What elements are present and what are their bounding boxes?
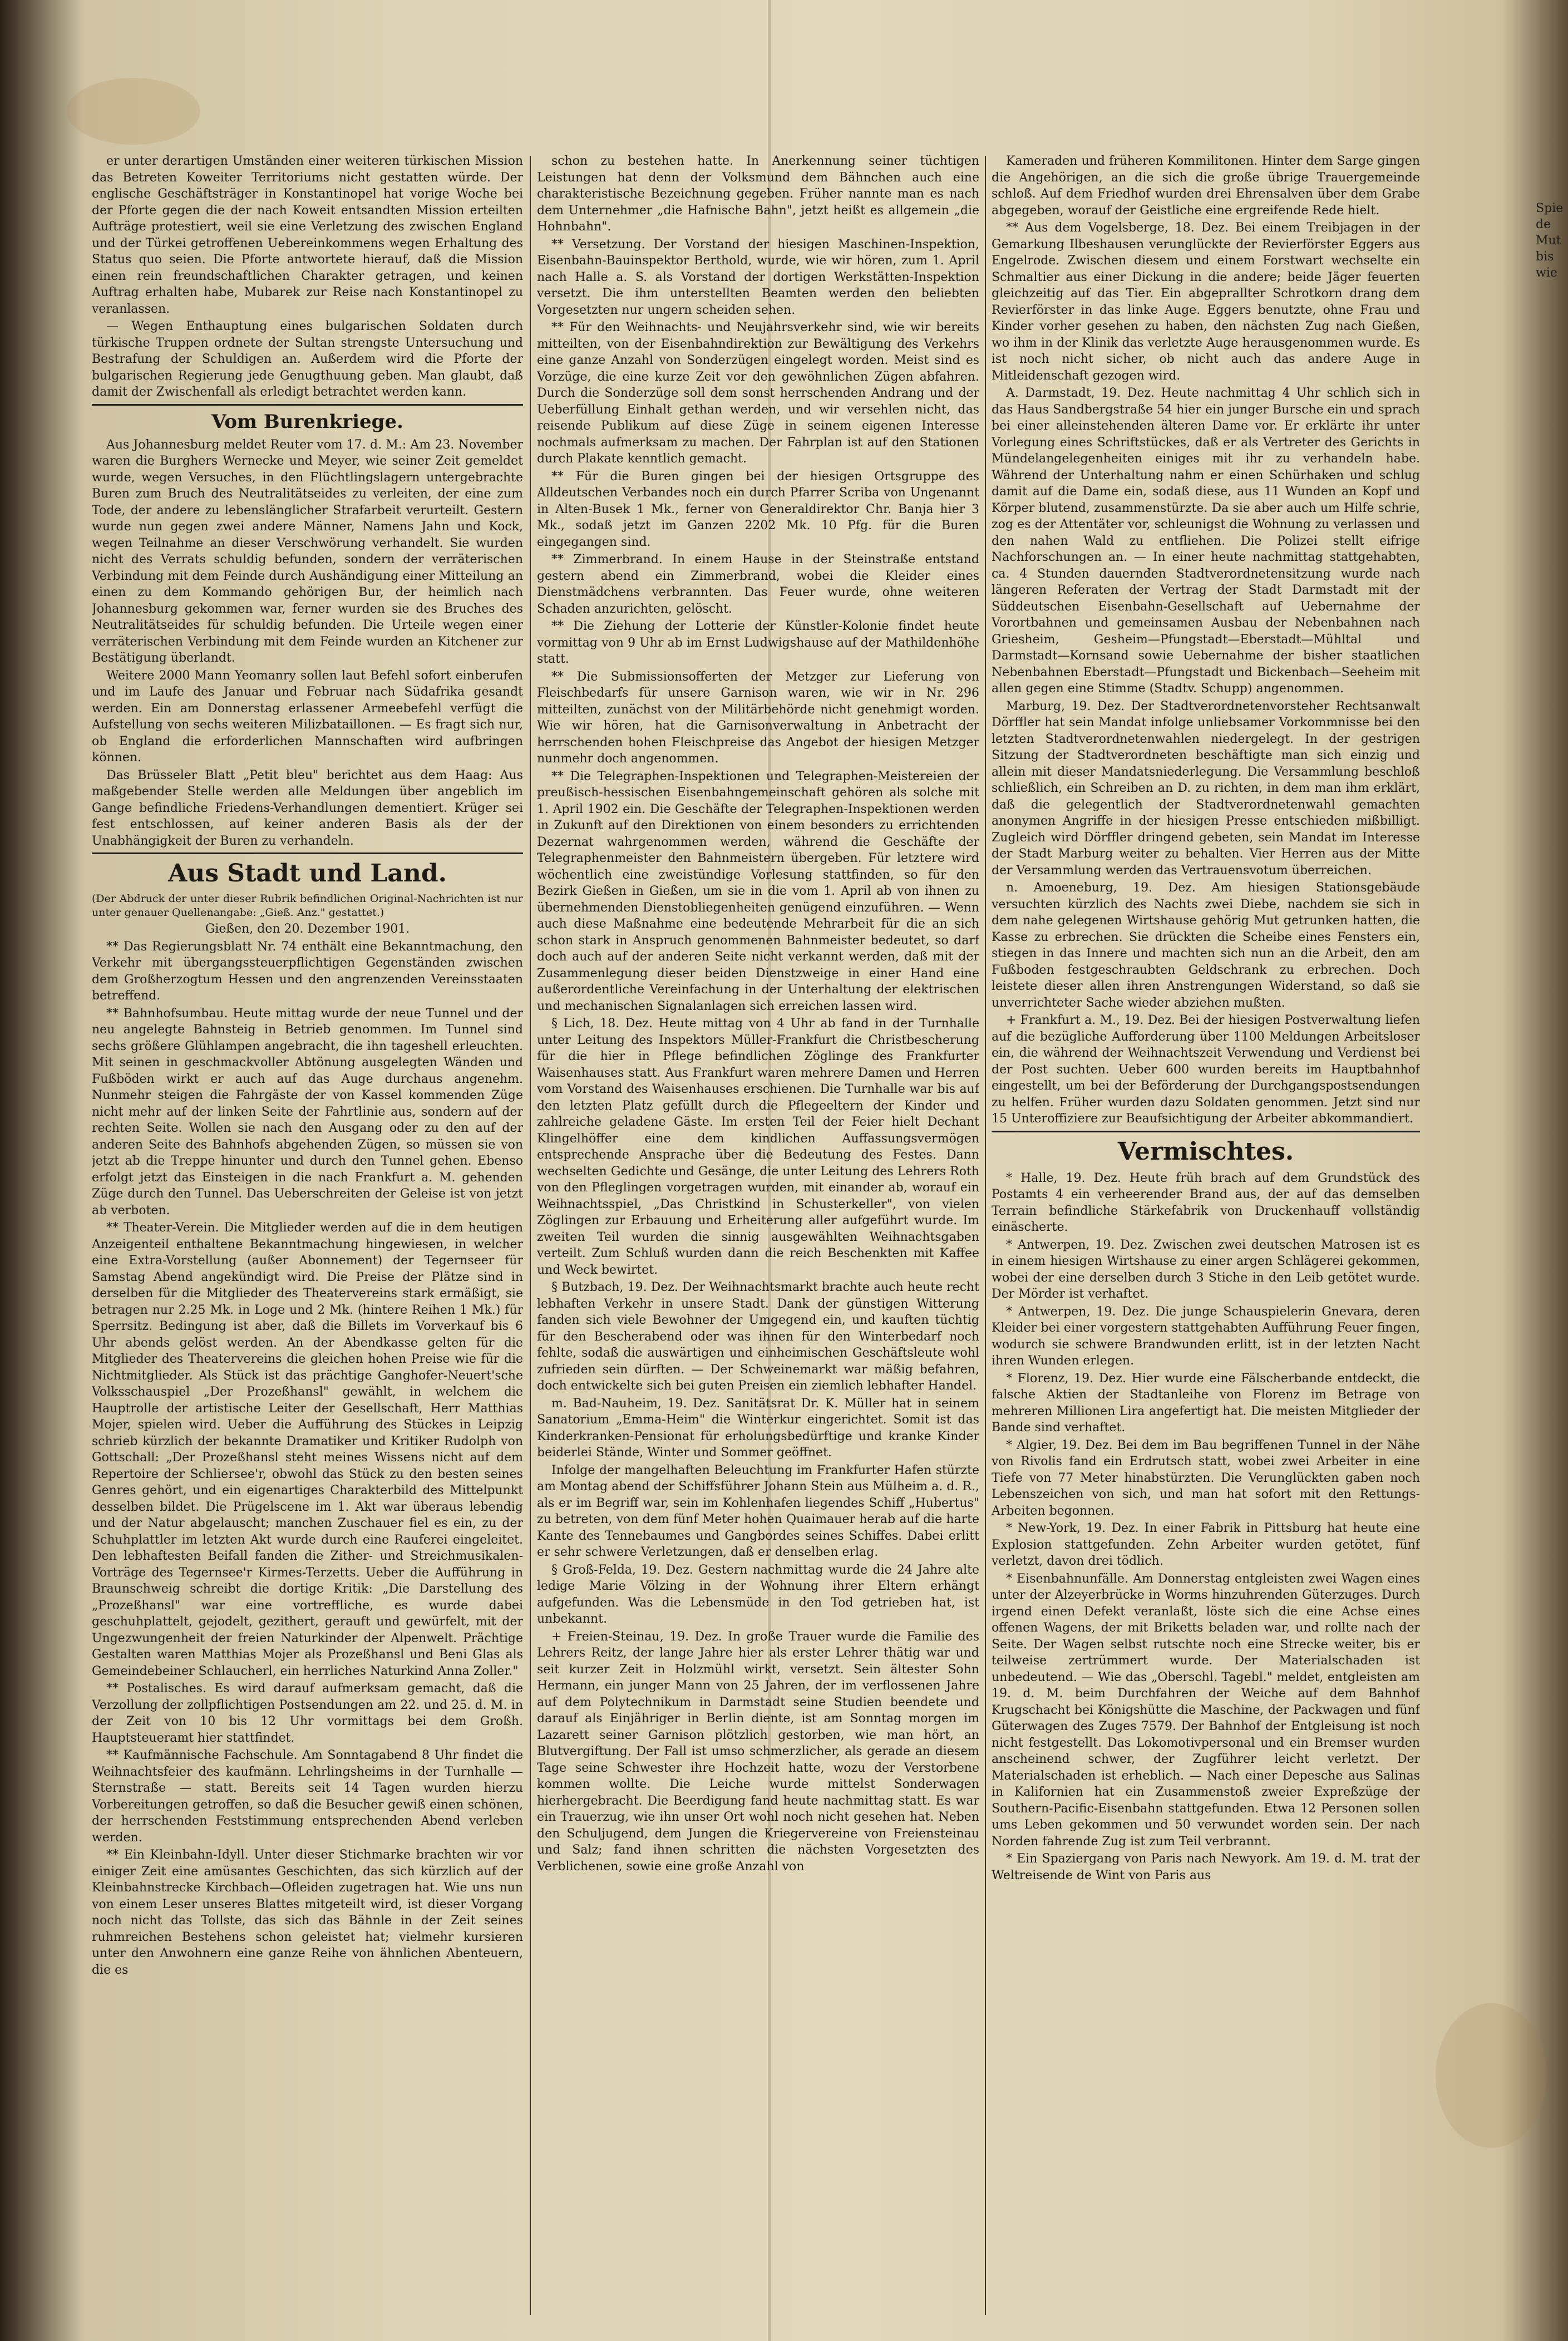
article-paragraph: — Wegen Enthauptung eines bulgarischen Soldaten durch türkische Truppen ordnete der Sultan strengste Untersuchung und Bestrafung der Schuldigen an. Außerdem wird die Pforte der bulgarischen Regierung jede Genugthuung geben. Man glaubt, daß damit der Zwischenfall als erledigt betrachtet werden kann. xyxy=(92,319,523,399)
article-paragraph: Marburg, 19. Dez. Der Stadtverordnetenvorsteher Rechtsanwalt Dörffler hat sein Mandat infolge unliebsamer Vorkommnisse bei den letzten Stadtverordnetenwahlen niedergelegt. In der gestrigen Sitzung der Stadtverordneten beschäftigte man sich einzig und allein mit dieser Mandatsniederlegung. Die Versammlung beschloß schließlich, ein Schreiben an D. zu richten, in dem man ihm erklärt, daß die gelegentlich der Stadtverordnetenwahl gemachten anonymen Angriffe in der hiesigen Presse entschieden mißbilligt. Zugleich wird Dörffler dringend gebeten, sein Mandat im Interesse der Stadt Marburg weiter zu behalten. Vier Herren aus der Mitte der Versammlung werden das Vertrauensvotum überreichen. xyxy=(992,699,1420,878)
article-paragraph: ** Für den Weihnachts- und Neujahrsverkehr sind, wie wir bereits mitteilten, von der Eisenbahndirektion zur Bewältigung des Verkehrs eine ganze Anzahl von Sonderzügen eingelegt worden. Meist sind es Vorzüge, die eine kurze Zeit vor den gewöhnlichen Zügen abfahren. Durch die Sonderzüge soll dem sonst herrschenden Andrang und der Ueberfüllung Einhalt gethan werden, und wir versehlen nicht, das reisende Publikum auf diese Züge in seinem eigenen Interesse nochmals aufmerksam zu machen. Der Fahrplan ist auf den Stationen durch Plakate kenntlich gemacht. xyxy=(537,321,979,466)
section-heading-burenkrieg: Vom Burenkriege. xyxy=(211,410,403,433)
article-paragraph: * Algier, 19. Dez. Bei dem im Bau begriffenen Tunnel in der Nähe von Rivolis fand ein Erdrutsch statt, wobei zwei Arbeiter in eine Tiefe von 77 Meter hinabstürzten. Die Verunglückten gaben noch Lebenszeichen von sich, und man hat sofort mit den Rettungs-Arbeiten begonnen. xyxy=(992,1438,1420,1518)
article-paragraph: + Freien-Steinau, 19. Dez. In große Trauer wurde die Familie des Lehrers Reitz, der lange Jahre hier als erster Lehrer thätig war und seit kurzer Zeit in Holzmühl wirkt, versetzt. Sein ältester Sohn Hermann, ein junger Mann von 25 Jahren, der im verflossenen Jahre auf dem Polytechnikum in Darmstadt seine Studien beendete und darauf als Einjähriger in Berlin diente, ist am Sonntag morgen im Lazarett seiner Garnison plötzlich gestorben, wie man hört, an Blutvergiftung. Der Fall ist umso schmerzlicher, als gerade an diesem Tage seine Schwester ihre Hochzeit hatte, wozu der Verstorbene kommen wollte. Die Leiche wurde mittelst Sonderwagen hierhergebracht. Die Beerdigung fand heute nachmittag statt. Es war ein Trauerzug, wie ihn unser Ort wohl noch nicht gesehen hat. Neben den Schuljugend, dem Jungen die Kriegervereine von Freiensteinau und Salz; fand ihnen schritten die nächsten Vorgesetzten des Verblichenen, sowie eine große Anzahl von xyxy=(537,1629,979,1874)
article-paragraph: ** Postalisches. Es wird darauf aufmerksam gemacht, daß die Verzollung der zollpflichtigen Postsendungen am 22. und 25. d. M. in der Zeit von 10 bis 12 Uhr vormittags bei dem Großh. Hauptsteueramt hier stattfindet. xyxy=(92,1682,523,1745)
article-paragraph: ** Theater-Verein. Die Mitglieder werden auf die in dem heutigen Anzeigenteil enthaltene Bekanntmachung hingewiesen, in welcher eine Extra-Vorstellung (außer Abonnement) der Tegernseer für Samstag Abend angekündigt wird. Die Preise der Plätze sind in derselben für die Mitglieder des Theatervereins stark ermäßigt, sie betragen nur 2.25 Mk. in Loge und 2 Mk. (hintere Reihen 1 Mk.) für Sperrsitz. Bedingung ist aber, daß die Billets im Vorverkauf bis 6 Uhr abends gelöst werden. An der Abendkasse gelten für die Mitglieder des Theatervereins die gleichen hohen Preise wie für die Nichtmitglieder. Als Stück ist das prächtige Ganghofer-Neuert'sche Volksschauspiel „Der Prozeßhansl" gewählt, in welchem die Hauptrolle der artistische Leiter der Gesellschaft, Herr Matthias Mojer, spielen wird. Ueber die Aufführung des Stückes in Leipzig schrieb kürzlich der bekannte Dramatiker und Kritiker Rudolph von Gottschall: „Der Prozeßhansl steht meines Wissens nicht auf dem Repertoire der Schliersee'r, obwohl das Stück zu den besten seines Genres gehört, und ein eigenartiges Charakterbild des Mittelpunkt desselben bildet. Die Prügelscene im 1. Akt war überaus lebendig und der Natur abgelauscht; manchen Zuschauer fiel es ein, zu der Schuhplattler im letzten Akt wurde durch eine Rauferei eingeleitet. Den lebhaftesten Beifall fanden die Zither- und Streichmusikalen-Vorträge des Tegernsee'r Kirmes-Terzetts. Ueber die Aufführung in Braunschweig schreibt die dortige Kritik: „Die Darstellung des „Prozeßhansl" war eine vortreffliche, es wurde dabei geschuhplattelt, gejodelt, gezithert, gerauft und gewürfelt, mit der Ungezwungenheit der freien Naturkinder der Alpenwelt. Prächtige Gestalten waren Matthias Mojer als Prozeßhansl und Beni Glas als Gemeindebeiner Schlaucherl, ein herrliches Naturkind Anna Zoller." xyxy=(92,1221,523,1678)
paper-stain xyxy=(1436,2003,1547,2148)
article-paragraph: ** Aus dem Vogelsberge, 18. Dez. Bei einem Treibjagen in der Gemarkung Ilbeshausen verunglückte der Revierförster Eggers aus Engelrode. Zwischen diesem und einem Forstwart wechselte ein Schmaltier aus einer Dickung in die andere; beide Jäger feuerten gleichzeitig auf das Tier. Ein abgeprallter Schrotkorn drang dem Revierförster in das linke Auge. Eggers benutzte, ohne Frau und Kinder vorher gesehen zu haben, den nächsten Zug nach Gießen, wo ihm in der Klinik das verletzte Auge herausgenommen wurde. Es ist noch nicht sicher, ob nicht auch das andere Auge in Mitleidenschaft gezogen wird. xyxy=(992,221,1420,383)
article-paragraph: § Groß-Felda, 19. Dez. Gestern nachmittag wurde die 24 Jahre alte ledige Marie Völzing in der Wohnung ihrer Eltern erhängt aufgefunden. Was die Lebensmüde in den Tod getrieben hat, ist unbekannt. xyxy=(537,1563,979,1626)
article-paragraph: ** Zimmerbrand. In einem Hause in der Steinstraße entstand gestern abend ein Zimmerbrand, wobei die Kleider eines Dienstmädchens verbrannten. Das Feuer wurde, ohne weiteren Schaden anzurichten, gelöscht. xyxy=(537,553,979,616)
section-heading-vermischtes: Vermischtes. xyxy=(1117,1137,1294,1166)
article-paragraph: n. Amoeneburg, 19. Dez. Am hiesigen Stationsgebäude versuchten kürzlich des Nachts zwei Diebe, nachdem sie sich in dem nahe gelegenen Wirtshause gehörig Mut getrunken hatten, die Kasse zu erbrechen. Sie drückten die Scheibe eines Fensters ein, stiegen in das Innere und machten sich nun an die Arbeit, den am Fußboden festgeschraubten Geldschrank zu erbrechen. Doch leistete dieser allen ihren Anstrengungen Widerstand, so daß sie unverrichteter Sache wieder abziehen mußten. xyxy=(992,881,1420,1010)
article-paragraph: ** Das Regierungsblatt Nr. 74 enthält eine Bekanntmachung, den Verkehr mit übergangssteuerpflichtigen Gegenständen zwischen dem Großherzogtum Hessen und den angrenzenden Vereinsstaaten betreffend. xyxy=(92,939,523,1003)
section-heading-stadt-und-land: Aus Stadt und Land. xyxy=(168,859,447,888)
article-paragraph: schon zu bestehen hatte. In Anerkennung seiner tüchtigen Leistungen hat denn der Volksmund dem Bähnchen auch eine charakteristische Bezeichnung gegeben. Früher nannte man es nach dem Unternehmer „die Hafnische Bahn", jetzt heißt es allgemein „die Hohnbahn". xyxy=(537,154,979,234)
article-paragraph: Aus Johannesburg meldet Reuter vom 17. d. M.: Am 23. November waren die Burghers Wernecke und Meyer, wie seiner Zeit gemeldet wurde, wegen Versuches, in den Flüchtlingslagern untergebrachte Buren zum Bruch des Neutralitätseides zu verleiten, der eine zum Tode, der andere zu lebenslänglicher Strafarbeit verurteilt. Gestern wurde nun gegen zwei andere Männer, Namens Jahn und Kock, wegen Teilnahme an dieser Verschwörung verhandelt. Sie wurden nicht des Verrats schuldig befunden, sondern der verräterischen Verbindung mit dem Feinde durch Aushändigung einer Mitteilung an einen zu dem Kommando gehörigen Bur, der heimlich nach Johannesburg gekommen war, ferner wurden sie des Bruches des Neutralitätseides für schuldig befunden. Die Urteile wegen einer verräterischen Verbindung mit dem Feinde wurden an Kitchener zur Bestätigung überlandt. xyxy=(92,437,523,665)
middle-column xyxy=(537,153,979,2312)
article-paragraph: * Halle, 19. Dez. Heute früh brach auf dem Grundstück des Postamts 4 ein verheerender Brand aus, der auf das demselben Terrain befindliche Stärkefabrik von Druckenhauff vollständig einäscherte. xyxy=(992,1171,1420,1234)
reprint-note: (Der Abdruck der unter dieser Rubrik befindlichen Original-Nachrichten ist nur unter genauer Quellenangabe: „Gieß. Anz." gestattet.) xyxy=(92,893,523,919)
article-paragraph: § Butzbach, 19. Dez. Der Weihnachtsmarkt brachte auch heute recht lebhaften Verkehr in unsere Stadt. Dank der günstigen Witterung fanden sich viele Bewohner der Umgegend ein, und kauften tüchtig für den Bescherabend oder was ihnen für den Winterbedarf noch fehlte, sodaß die auswärtigen und einheimischen Geschäftsleute wohl zufrieden sein dürften. — Der Schweinemarkt war mäßig befahren, doch entwickelte sich bei guten Preisen ein ziemlich lebhafter Handel. xyxy=(537,1280,979,1393)
article-paragraph: ** Die Telegraphen-Inspektionen und Telegraphen-Meistereien der preußisch-hessischen Eisenbahngemeinschaft gehören als solche mit 1. April 1902 ein. Die Geschäfte der Telegraphen-Inspektionen werden in Zukunft auf den Direktionen von einem besonders zu errichtenden Dezernat wahrgenommen werden, während die Geschäfte der Telegraphenmeister den Bahnmeistern übergeben. Für letztere wird wöchentlich eine zweistündige Vorlesung stattfinden, so für den Bezirk Gießen in Gießen, um sie in die vom 1. April ab von ihnen zu übernehmenden Dienstobliegenheiten genügend einzuführen. — Wenn auch diese Maßnahme eine bedeutende Mehrarbeit für die an sich schon stark in Anspruch genommenen Bahnmeister bedeutet, so darf doch auch auf der anderen Seite nicht verkannt werden, daß mit der Zusammenlegung dieser beiden Dienstzweige in einer Hand eine außerordentliche Vereinfachung in der Unterhaltung der elektrischen und mechanischen Signalanlagen sich erreichen lassen wird. xyxy=(537,769,979,1013)
article-paragraph: ** Versetzung. Der Vorstand der hiesigen Maschinen-Inspektion, Eisenbahn-Bauinspektor Berthold, wurde, wie wir hören, zum 1. April nach Halle a. S. als Vorstand der dortigen Werkstätten-Inspektion versetzt. Die ihm unterstellten Beamten werden den beliebten Vorgesetzten nur ungern scheiden sehen. xyxy=(537,237,979,317)
article-paragraph: + Frankfurt a. M., 19. Dez. Bei der hiesigen Postverwaltung liefen auf die bezügliche Aufforderung über 1100 Meldungen Arbeitsloser ein, die während der Weihnachtszeit Verwendung und Verdienst bei der Post suchten. Ueber 600 wurden bereits im Hauptbahnhof eingestellt, um bei der Beförderung der Durchgangspostsendungen zu helfen. Früher wurden dazu Soldaten genommen. Jetzt sind nur 15 Unteroffiziere zur Beaufsichtigung der Arbeiter abkommandiert. xyxy=(992,1013,1420,1126)
article-paragraph: m. Bad-Nauheim, 19. Dez. Sanitätsrat Dr. K. Müller hat in seinem Sanatorium „Emma-Heim" die Winterkur eingerichtet. Somit ist das Kinderkranken-Pensionat für erholungsbedürftige und kranke Kinder beiderlei Stände, Winter und Sommer geöffnet. xyxy=(537,1396,979,1460)
article-paragraph: er unter derartigen Umständen einer weiteren türkischen Mission das Betreten Koweiter Territoriums nicht gestatten würde. Der englische Geschäftsträger in Konstantinopel hat vorige Woche bei der Pforte gegen die der nach Koweit entsandten Mission erteilten Aufträge protestiert, weil sie eine Verletzung des zwischen England und der Türkei getroffenen Uebereinkommens wegen Erhaltung des Status quo seien. Die Pforte antwortete hierauf, daß die Mission einen rein freundschaftlichen Charakter getragen, und keinen Auftrag erhalten habe, Mubarek zur Reise nach Konstantinopel zu veranlassen. xyxy=(92,154,523,316)
article-paragraph: Kameraden und früheren Kommilitonen. Hinter dem Sarge gingen die Angehörigen, an die sich die große übrige Trauergemeinde schloß. Auf dem Friedhof wurden drei Ehrensalven über dem Grabe abgegeben, worauf der Geistliche eine ergreifende Rede hielt. xyxy=(992,154,1420,218)
dateline: Gießen, den 20. Dezember 1901. xyxy=(205,922,410,936)
article-paragraph: * New-York, 19. Dez. In einer Fabrik in Pittsburg hat heute eine Explosion stattgefunden. Zehn Arbeiter wurden getötet, fünf verletzt, davon drei tödlich. xyxy=(992,1521,1420,1568)
article-paragraph: ** Bahnhofsumbau. Heute mittag wurde der neue Tunnel und der neu angelegte Bahnsteig in Betrieb genommen. Im Tunnel sind sechs größere Glühlampen angebracht, die ihn tageshell erleuchten. Mit seinen in geschmackvoller Abtönung ausgelegten Wänden und Fußböden wirkt er auch auf das Auge durchaus angenehm. Nunmehr steigen die Fahrgäste der von Kassel kommenden Züge nicht mehr auf der linken Seite der Fahrtlinie aus, sondern auf der rechten Seite. Wollen sie nach den Ausgang oder zu den auf der anderen Seite des Bahnhofs abgehenden Zügen, so müssen sie von jetzt ab die Treppe hinunter und durch den Tunnel gehen. Ebenso erfolgt jetzt das Einsteigen in die nach Frankfurt a. M. gehenden Züge durch den Tunnel. Das Ueberschreiten der Geleise ist von jetzt ab verboten. xyxy=(92,1006,523,1218)
column-divider xyxy=(985,156,986,2315)
paper-stain xyxy=(67,78,200,145)
article-paragraph: ** Ein Kleinbahn-Idyll. Unter dieser Stichmarke brachten wir vor einiger Zeit eine amüsantes Geschichten, das sich kürzlich auf der Kleinbahnstrecke Kirchbach—Ofleiden zugetragen hat. Wie uns nun von einem Leser unseres Blattes mitgeteilt wird, ist dieser Vorgang noch nicht das Tollste, das sich das Bähnle in der Zeit seines ruhmreichen Bestehens schon geleistet hat; vielmehr kursieren unter den Anwohnern eine ganze Reihe von ähnlichen Abenteuern, die es xyxy=(92,1848,523,1977)
article-paragraph: * Antwerpen, 19. Dez. Zwischen zwei deutschen Matrosen ist es in einem hiesigen Wirtshause zu einer argen Schlägerei gekommen, wobei der eine derselben durch 3 Stiche in den Leib getötet wurde. Der Mörder ist verhaftet. xyxy=(992,1238,1420,1301)
next-page-edge-text: Spie de Mut bis wie xyxy=(1536,201,1564,280)
section-rule xyxy=(92,404,523,406)
right-column xyxy=(992,153,1420,2312)
article-paragraph: * Ein Spaziergang von Paris nach Newyork. Am 19. d. M. trat der Weltreisende de Wint von Paris aus xyxy=(992,1852,1420,1882)
article-paragraph: § Lich, 18. Dez. Heute mittag von 4 Uhr ab fand in der Turnhalle unter Leitung des Inspektors Müller-Frankfurt die Christbescherung für die hier in Pflege befindlichen Zöglinge des Frankfurter Waisenhauses statt. Aus Frankfurt waren mehrere Damen und Herren vom Vorstand des Waisenhauses erschienen. Die Turnhalle war bis auf den letzten Platz gefüllt durch die Pflegeeltern der Kinder und zahlreiche geladene Gäste. Im ersten Teil der Feier hielt Dechant Klingelhöffer eine dem kindlichen Auffassungsvermögen entsprechende Ansprache über die Bedeutung des Festes. Dann wechselten Gedichte und Gesänge, die unter Leitung des Lehrers Roth von den Pfleglingen vorgetragen wurden, mit einander ab, worauf ein Weihnachtsspiel, „Das Christkind in Schusterkeller", von vielen Zöglingen zur Erbauung und Erheiterung aller aufgeführt wurde. Im zweiten Teil wurden die sinnig ausgewählten Weihnachtsgaben verteilt. Zum Schluß wurden dann die reich Beschenkten mit Kaffee und Weck bewirtet. xyxy=(537,1017,979,1277)
article-paragraph: * Antwerpen, 19. Dez. Die junge Schauspielerin Gnevara, deren Kleider bei einer vorgestern stattgehabten Aufführung Feuer fingen, wodurch sie schwere Brandwunden erlitt, ist in der letzten Nacht ihren Wunden erlegen. xyxy=(992,1304,1420,1368)
article-paragraph: A. Darmstadt, 19. Dez. Heute nachmittag 4 Uhr schlich sich in das Haus Sandbergstraße 54 hier ein junger Bursche ein und sprach bei einer alleinstehenden älteren Dame vor. Er erklärte ihr unter Vorlegung eines Schriftstückes, daß er als Vertreter des Gerichts in Mündelangelegenheiten einiges mit ihr zu verhandeln habe. Während der Unterhaltung nahm er einen Schürhaken und schlug damit auf die Dame ein, sodaß diese, aus 11 Wunden an Kopf und Körper blutend, zusammenstürzte. Da sie aber auch um Hilfe schrie, zog es der Attentäter vor, schleunigst die Wohnung zu verlassen und den nahen Wald zu entfliehen. Die Polizei stellt eifrige Nachforschungen an. — In einer heute nachmittag stattgehabten, ca. 4 Stunden dauernden Stadtverordnetensitzung wurde nach längeren Referaten der Vertrag der Stadt Darmstadt mit der Süddeutschen Eisenbahn-Gesellschaft auf Uebernahme der Vorortbahnen und gemeinsamen Ausbau der Nebenbahnen nach Griesheim, Gesheim—Pfungstadt—Eberstadt—Mühltal und Darmstadt—Kornsand sowie Uebernahme der bisher staatlichen Nebenbahnen Eberstadt—Pfungstadt und Bickenbach—Seeheim mit allen gegen eine Stimme (Stadtv. Schupp) angenommen. xyxy=(992,386,1420,696)
section-rule xyxy=(992,1131,1420,1132)
article-paragraph: ** Für die Buren gingen bei der hiesigen Ortsgruppe des Alldeutschen Verbandes noch ein durch Pfarrer Scriba von Ungenannt in Alten-Busek 1 Mk., ferner von Generaldirektor Chr. Banja hier 3 Mk., sodaß jetzt im Ganzen 2202 Mk. 10 Pfg. für die Buren eingegangen sind. xyxy=(537,469,979,549)
article-paragraph: * Eisenbahnunfälle. Am Donnerstag entgleisten zwei Wagen eines unter der Alzeyerbrücke in Worms hinzuhrenden Güterzuges. Durch irgend einen Defekt veranlaßt, löste sich die eine Achse eines offenen Wagens, der mit Briketts beladen war, und rollte nach der Seite. Der Wagen selbst rutschte noch eine Strecke weiter, bis er teilweise zertrümmert wurde. Der Materialschaden ist unbedeutend. — Wie das „Oberschl. Tagebl." meldet, entgleisten am 19. d. M. beim Durchfahren der Weiche auf dem Bahnhof Krugschacht bei Königshütte die Maschine, der Packwagen und fünf Güterwagen des Zuges 7579. Der Bahnhof der Entgleisung ist noch nicht festgestellt. Das Lokomotivpersonal und ein Bremser wurden anscheinend schwer, der Zugführer leicht verletzt. Der Materialschaden ist erheblich. — Nach einer Depesche aus Salinas in Kalifornien hat ein Zusammenstoß zweier Expreßzüge der Southern-Pacific-Eisenbahn stattgefunden. Etwa 12 Personen sollen ums Leben gekommen und 50 verwundet worden sein. Der nach Norden fahrende Zug ist zum Teil verbrannt. xyxy=(992,1571,1420,1849)
article-paragraph: Weitere 2000 Mann Yeomanry sollen laut Befehl sofort einberufen und im Laufe des Januar und Februar nach Südafrika gesandt werden. Ein am Donnerstag erlassener Armeebefehl verfügt die Aufstellung von sechs weiteren Milizbataillonen. — Es fragt sich nur, ob England die erforderlichen Mannschaften wird aufbringen können. xyxy=(92,668,523,765)
column-divider xyxy=(530,156,531,2315)
section-rule xyxy=(92,852,523,854)
article-paragraph: Infolge der mangelhaften Beleuchtung im Frankfurter Hafen stürzte am Montag abend der Schiffsführer Johann Stein aus Mülheim a. d. R., als er im Begriff war, sein im Kohlenhafen liegendes Schiff „Hubertus" zu betreten, von dem fünf Meter hohen Quaimauer herab auf die harte Kante des Tennebaumes und Gangbordes seines Schiffes. Dabei erlitt er sehr schwere Verletzungen, daß er denselben erlag. xyxy=(537,1463,979,1559)
article-paragraph: ** Kaufmännische Fachschule. Am Sonntagabend 8 Uhr findet die Weihnachtsfeier des kaufmänn. Lehrlingsheims in der Turnhalle — Sternstraße — statt. Bereits seit 14 Tagen wurden hierzu Vorbereitungen getroffen, so daß die Besucher gewiß einen schönen, der herrschenden Feststimmung entsprechenden Abend verleben werden. xyxy=(92,1748,523,1845)
article-paragraph: * Florenz, 19. Dez. Hier wurde eine Fälscherbande entdeckt, die falsche Aktien der Stadtanleihe von Florenz im Betrage von mehreren Millionen Lira angefertigt hat. Die meisten Mitglieder der Bande sind verhaftet. xyxy=(992,1371,1420,1435)
article-paragraph: ** Die Ziehung der Lotterie der Künstler-Kolonie findet heute vormittag von 9 Uhr ab im Ernst Ludwigshause auf der Mathildenhöhe statt. xyxy=(537,619,979,666)
article-paragraph: Das Brüsseler Blatt „Petit bleu" berichtet aus dem Haag: Aus maßgebender Stelle werden alle Meldungen über angeblich im Gange befindliche Friedens-Verhandlungen dementiert. Krüger sei fest entschlossen, auf keiner anderen Basis als der der Unabhängigkeit der Buren zu verhandeln. xyxy=(92,768,523,848)
article-paragraph: ** Die Submissionsofferten der Metzger zur Lieferung von Fleischbedarfs für unsere Garnison waren, wie wir in Nr. 296 mitteilten, zunächst von der Militärbehörde nicht genehmigt worden. Wie wir hören, hat die Garnisonverwaltung in Anbetracht der herrschenden hohen Fleischpreise das Angebot der hiesigen Metzger nunmehr doch angenommen. xyxy=(537,669,979,766)
left-column xyxy=(92,153,523,2312)
